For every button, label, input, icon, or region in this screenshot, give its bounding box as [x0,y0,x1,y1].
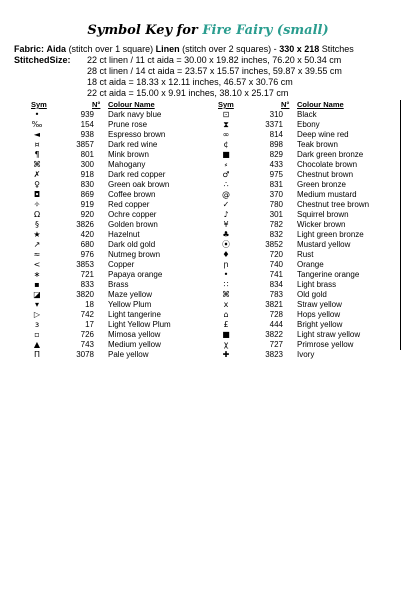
stitch-count: 330 x 218 [279,44,320,54]
symbol-row [26,210,226,220]
colour-name: Mink brown [108,150,149,159]
title-prefix: Symbol Key for [87,23,198,38]
symbol-list-right [215,110,415,360]
symbol-glyph: < [33,260,41,269]
symbol-glyph: ▲ [33,340,41,349]
header-colour-right: Colour Name [297,100,344,109]
symbol-row [215,240,415,250]
colour-name: Golden brown [108,220,158,229]
thread-number: 301 [269,210,283,219]
size-line-2: 28 ct linen / 14 ct aida = 23.57 x 15.57 inches, 59.87 x 39.55 cm [87,66,342,76]
symbol-row [215,230,415,240]
symbol-glyph: • [34,110,40,119]
symbol-glyph: ր [223,260,229,269]
symbol-row [26,240,226,250]
thread-number: 3822 [265,330,283,339]
symbol-glyph: ♦ [222,250,230,259]
thread-number: 420 [80,230,94,239]
colour-name: Mimosa yellow [108,330,161,339]
fabric-linen-note: (stitch over 2 squares) - [182,44,277,54]
symbol-glyph: ∞ [222,130,230,139]
symbol-glyph: ♀ [34,180,40,189]
colour-name: Deep wine red [297,130,349,139]
thread-number: 680 [80,240,94,249]
colour-name: Light Yellow Plum [108,320,171,329]
thread-number: 3853 [76,260,94,269]
symbol-row [215,290,415,300]
colour-name: Light green bronze [297,230,364,239]
colour-name: Papaya orange [108,270,163,279]
symbol-row [215,310,415,320]
symbol-row [26,140,226,150]
symbol-glyph: ∷ [223,280,229,289]
symbol-row [215,120,415,130]
symbol-row [215,160,415,170]
colour-name: Dark red wine [108,140,158,149]
colour-name: Wicker brown [297,220,346,229]
thread-number: 17 [85,320,94,329]
symbol-glyph: ■ [222,150,230,159]
colour-name: Teak brown [297,140,338,149]
thread-number: 3857 [76,140,94,149]
colour-name: Bright yellow [297,320,343,329]
colour-name: Light tangerine [108,310,161,319]
symbol-row [26,270,226,280]
colour-name: Red copper [108,200,150,209]
symbol-row [26,320,226,330]
thread-number: 300 [80,160,94,169]
symbol-row [26,110,226,120]
fabric-aida-note: (stitch over 1 square) [68,44,154,54]
symbol-row [215,330,415,340]
fabric-line [14,44,354,55]
symbol-row [26,180,226,190]
symbol-row [26,340,226,350]
colour-name: Coffee brown [108,190,156,199]
symbol-glyph: ⊡ [222,110,230,119]
colour-name: Dark red copper [108,170,166,179]
symbol-row [215,300,415,310]
symbol-row [215,180,415,190]
colour-name: Brass [108,280,129,289]
thread-number: 728 [269,310,283,319]
thread-number: 743 [80,340,94,349]
symbol-glyph: ◄ [33,130,41,139]
symbol-row [26,150,226,160]
thread-number: 3823 [265,350,283,359]
symbol-glyph: ¥ [223,220,229,229]
symbol-row [26,170,226,180]
colour-name: Mustard yellow [297,240,351,249]
stitched-size-label: StitchedSize: [14,55,71,65]
symbol-glyph: ⦿ [222,240,230,249]
thread-number: 154 [80,120,94,129]
symbol-glyph: Π [33,350,40,359]
symbol-row [215,130,415,140]
colour-name: Prune rose [108,120,148,129]
thread-number: 831 [269,180,283,189]
colour-name: Hops yellow [297,310,341,319]
thread-number: 3826 [76,220,94,229]
column-divider [400,100,401,350]
colour-name: Primrose yellow [297,340,354,349]
thread-number: 721 [80,270,94,279]
symbol-glyph: ♂ [222,170,230,179]
symbol-glyph: ▾ [34,300,39,309]
symbol-row [215,200,415,210]
colour-name: Chocolate brown [297,160,358,169]
thread-number: 727 [269,340,283,349]
thread-number: 783 [269,290,283,299]
symbol-row [26,300,226,310]
symbol-glyph: • [223,270,229,279]
thread-number: 3078 [76,350,94,359]
colour-name: Ochre copper [108,210,157,219]
thread-number: 801 [80,150,94,159]
symbol-row [26,130,226,140]
symbol-glyph: ✚ [222,350,230,359]
thread-number: 898 [269,140,283,149]
symbol-row [26,330,226,340]
thread-number: 834 [269,280,283,289]
symbol-glyph: ‰ [31,120,43,129]
symbol-row [26,190,226,200]
symbol-glyph: ◘ [33,190,41,199]
thread-number: 939 [80,110,94,119]
symbol-row [26,200,226,210]
stitched-size-block [14,55,71,66]
symbol-glyph: ✓ [222,200,230,209]
header-sym-right: Sym [218,100,234,109]
colour-name: Nutmeg brown [108,250,161,259]
colour-name: Squirrel brown [297,210,349,219]
symbol-row [26,260,226,270]
fabric-aida: Aida [46,44,67,54]
colour-name: Light brass [297,280,337,289]
thread-number: 832 [269,230,283,239]
thread-number: 976 [80,250,94,259]
thread-number: 782 [269,220,283,229]
colour-name: Green oak brown [108,180,170,189]
symbol-row [215,260,415,270]
title-pattern-name: Fire Fairy (small) [202,23,329,38]
symbol-glyph: ⸗ [224,160,228,169]
thread-number: 370 [269,190,283,199]
thread-number: 830 [80,180,94,189]
colour-name: Chestnut brown [297,170,354,179]
thread-number: 726 [80,330,94,339]
thread-number: 3852 [265,240,283,249]
thread-number: 444 [269,320,283,329]
colour-name: Light straw yellow [297,330,361,339]
thread-number: 938 [80,130,94,139]
symbol-glyph: ¶ [34,150,40,159]
colour-name: Green bronze [297,180,346,189]
symbol-row [26,230,226,240]
symbol-row [215,280,415,290]
header-colour-left: Colour Name [108,100,155,109]
symbol-glyph: £ [223,320,229,329]
symbol-row [215,150,415,160]
symbol-glyph: ɜ [34,320,40,329]
header-sym-left: Sym [31,100,47,109]
symbol-glyph: ∗ [33,270,41,279]
thread-number: 18 [85,300,94,309]
colour-name: Chestnut tree brown [297,200,370,209]
symbol-glyph: Ω [33,210,41,219]
colour-name: Copper [108,260,135,269]
symbol-glyph: ⧗ [223,120,229,129]
colour-name: Straw yellow [297,300,342,309]
thread-number: 742 [80,310,94,319]
symbol-row [215,270,415,280]
colour-name: Dark navy blue [108,110,162,119]
page-title [0,23,416,38]
size-line-3: 18 ct aida = 18.33 x 12.11 inches, 46.57 x 30.76 cm [87,77,293,87]
header-num-left: N° [92,100,101,109]
symbol-glyph: ⌂ [223,310,229,319]
symbol-glyph: ⌘ [33,160,41,169]
thread-number: 814 [269,130,283,139]
symbol-row [215,250,415,260]
symbol-glyph: ✧ [33,200,41,209]
colour-name: Orange [297,260,324,269]
symbol-glyph: ⌘ [222,290,230,299]
colour-name: Medium yellow [108,340,161,349]
symbol-row [215,210,415,220]
symbol-row [215,220,415,230]
symbol-glyph: ≈ [33,250,41,259]
colour-name: Old gold [297,290,327,299]
thread-number: 829 [269,150,283,159]
symbol-glyph: ▷ [33,310,41,319]
fabric-linen: Linen [155,44,180,54]
fabric-label: Fabric: [14,44,45,54]
symbol-row [26,160,226,170]
symbol-row [26,350,226,360]
colour-name: Espresso brown [108,130,166,139]
symbol-row [215,350,415,360]
stitch-count-label: Stitches [321,44,354,54]
symbol-glyph: x [223,300,229,309]
symbol-glyph: ■ [222,330,230,339]
symbol-row [215,170,415,180]
thread-number: 720 [269,250,283,259]
colour-name: Dark old gold [108,240,156,249]
colour-name: Black [297,110,317,119]
colour-name: Medium mustard [297,190,357,199]
symbol-row [26,220,226,230]
symbol-row [26,290,226,300]
symbol-glyph: ▫ [34,330,40,339]
symbol-glyph: χ [223,340,229,349]
colour-name: Tangerine orange [297,270,360,279]
thread-number: 975 [269,170,283,179]
thread-number: 918 [80,170,94,179]
size-line-1: 22 ct linen / 11 ct aida = 30.00 x 19.82 inches, 76.20 x 50.34 cm [87,55,342,65]
symbol-row [26,120,226,130]
thread-number: 3371 [265,120,283,129]
symbol-row [26,250,226,260]
symbol-glyph: ∴ [223,180,229,189]
size-line-4: 22 ct aida = 15.00 x 9.91 inches, 38.10 x 25.17 cm [87,88,289,98]
thread-number: 869 [80,190,94,199]
symbol-glyph: ▪ [34,280,40,289]
thread-number: 741 [269,270,283,279]
colour-name: Yellow Plum [108,300,152,309]
symbol-glyph: § [35,220,39,229]
symbol-glyph: ♣ [222,230,230,239]
thread-number: 920 [80,210,94,219]
colour-name: Pale yellow [108,350,149,359]
thread-number: 3820 [76,290,94,299]
thread-number: 433 [269,160,283,169]
symbol-row [215,320,415,330]
colour-name: Dark green bronze [297,150,364,159]
header-num-right: N° [281,100,290,109]
symbol-row [26,280,226,290]
symbol-glyph: ★ [33,230,41,239]
colour-name: Ivory [297,350,315,359]
colour-name: Mahogany [108,160,146,169]
symbol-row [215,340,415,350]
thread-number: 740 [269,260,283,269]
thread-number: 310 [269,110,283,119]
colour-name: Maze yellow [108,290,153,299]
thread-number: 3821 [265,300,283,309]
symbol-row [215,190,415,200]
colour-name: Ebony [297,120,320,129]
symbol-row [26,310,226,320]
thread-number: 919 [80,200,94,209]
symbol-glyph: ♪ [223,210,229,219]
symbol-glyph: ↗ [33,240,41,249]
colour-name: Rust [297,250,314,259]
symbol-glyph: @ [222,190,230,199]
thread-number: 780 [269,200,283,209]
symbol-glyph: ¤ [34,140,40,149]
thread-number: 833 [80,280,94,289]
symbol-row [215,110,415,120]
symbol-row [215,140,415,150]
symbol-glyph: ¢ [223,140,229,149]
symbol-glyph: ◪ [33,290,41,299]
symbol-glyph: ✗ [33,170,41,179]
symbol-list-left [26,110,226,360]
colour-name: Hazelnut [108,230,140,239]
